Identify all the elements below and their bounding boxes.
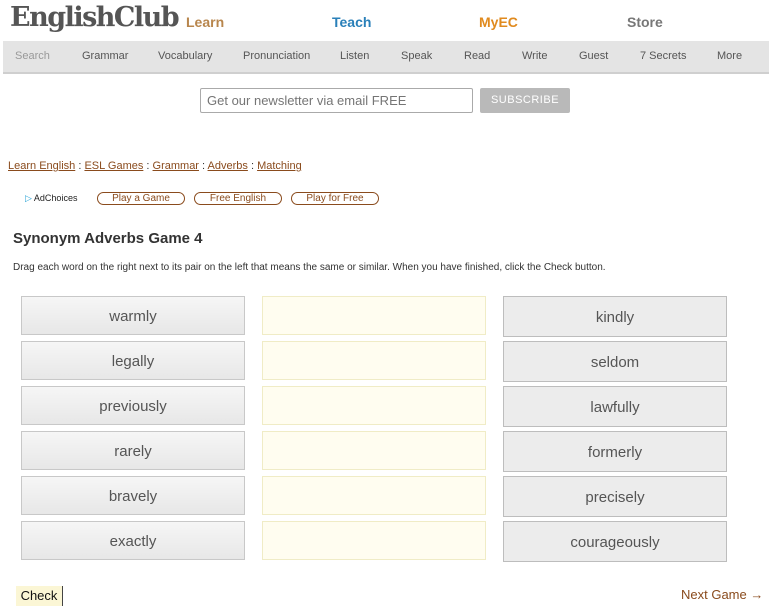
game-title: Synonym Adverbs Game 4	[13, 230, 203, 247]
left-word: exactly	[21, 521, 245, 560]
englishclub-logo[interactable]: EnglishClub	[10, 2, 179, 33]
menu-more[interactable]: More	[717, 50, 743, 62]
menu-vocabulary[interactable]: Vocabulary	[158, 50, 213, 62]
draggable-word[interactable]: precisely	[503, 476, 727, 517]
menu-search[interactable]: Search	[15, 50, 50, 62]
nav-teach[interactable]: Teach	[332, 14, 372, 30]
adchoices-text: AdChoices	[33, 193, 78, 203]
breadcrumb-matching[interactable]: Matching	[257, 160, 302, 172]
newsletter-email-input[interactable]	[200, 88, 473, 113]
menu-write[interactable]: Write	[522, 50, 548, 62]
menu-speak[interactable]: Speak	[401, 50, 433, 62]
breadcrumb-grammar[interactable]: Grammar	[152, 160, 199, 172]
subscribe-button[interactable]: SUBSCRIBE	[480, 88, 570, 113]
drop-slot[interactable]	[262, 386, 486, 425]
menu-bar	[3, 41, 769, 74]
drop-slot[interactable]	[262, 521, 486, 560]
left-word: legally	[21, 341, 245, 380]
menu-pronunciation[interactable]: Pronunciation	[243, 50, 311, 62]
menu-read[interactable]: Read	[464, 50, 491, 62]
ad-link-free-english[interactable]: Free English	[194, 192, 282, 205]
ad-link-play-a-game[interactable]: Play a Game	[97, 192, 185, 205]
left-word: bravely	[21, 476, 245, 515]
nav-store[interactable]: Store	[627, 14, 663, 30]
draggable-word[interactable]: kindly	[503, 296, 727, 337]
left-word: rarely	[21, 431, 245, 470]
menu-listen[interactable]: Listen	[340, 50, 370, 62]
draggable-word[interactable]: courageously	[503, 521, 727, 562]
breadcrumb-esl-games[interactable]: ESL Games	[84, 160, 144, 172]
nav-learn[interactable]: Learn	[186, 14, 225, 30]
next-game-link[interactable]: Next Game →	[681, 587, 764, 602]
drop-slot[interactable]	[262, 431, 486, 470]
left-word: warmly	[21, 296, 245, 335]
menu-guest[interactable]: Guest	[579, 50, 609, 62]
check-button[interactable]: Check	[16, 586, 63, 606]
draggable-word[interactable]: seldom	[503, 341, 727, 382]
drop-slot[interactable]	[262, 296, 486, 335]
drop-slot[interactable]	[262, 341, 486, 380]
breadcrumb: Learn English : ESL Games : Grammar : Adverbs : Matching	[8, 160, 302, 172]
menu-7-secrets[interactable]: 7 Secrets	[640, 50, 687, 62]
drop-slot[interactable]	[262, 476, 486, 515]
draggable-word[interactable]: formerly	[503, 431, 727, 472]
adchoices-icon: ▷	[25, 193, 32, 203]
menu-grammar[interactable]: Grammar	[82, 50, 129, 62]
draggable-word[interactable]: lawfully	[503, 386, 727, 427]
nav-myec[interactable]: MyEC	[479, 14, 518, 30]
breadcrumb-learn-english[interactable]: Learn English	[8, 160, 76, 172]
game-instructions: Drag each word on the right next to its pair on the left that means the same or similar. When you have finished, click the Check button.	[13, 262, 606, 273]
left-word: previously	[21, 386, 245, 425]
breadcrumb-adverbs[interactable]: Adverbs	[207, 160, 248, 172]
ad-link-play-for-free[interactable]: Play for Free	[291, 192, 379, 205]
adchoices-label[interactable]	[25, 193, 77, 204]
